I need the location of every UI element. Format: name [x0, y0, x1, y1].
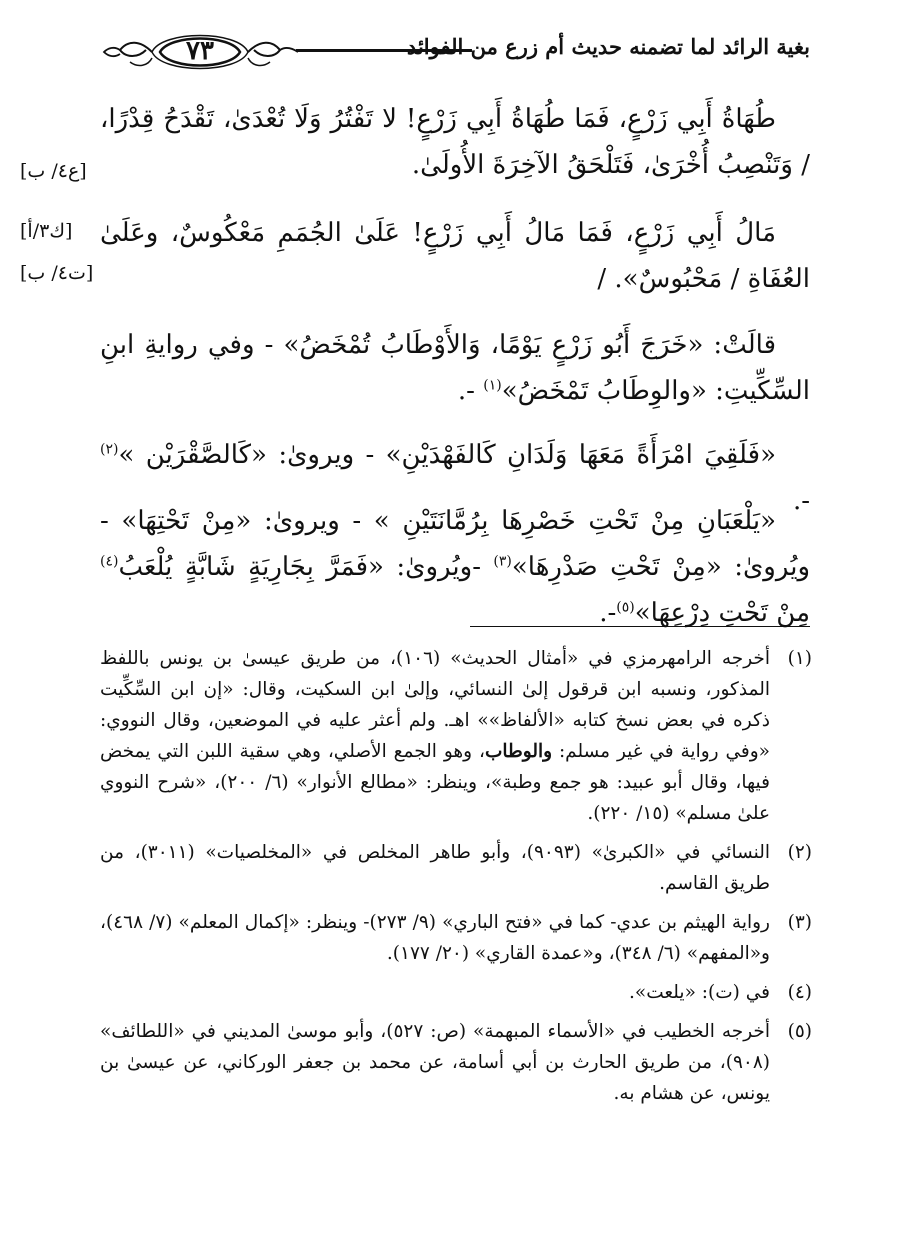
footnote-separator [470, 626, 810, 627]
p4-text: «فَلَقِيَ امْرَأَةً مَعَهَا وَلَدَانِ كَالفَهْدَيْنِ» - ويروىٰ: «كَالصَّقْرَيْن » [118, 440, 776, 470]
footnote-2-number: (٢) [787, 842, 813, 863]
margin-note-kaf: [ك٣/أ] [20, 220, 73, 242]
footnote-5 [100, 1016, 812, 1109]
p3-end: -. [457, 376, 484, 406]
margin-note-ain: [ع٤/ ب] [20, 160, 87, 182]
footnote-5-number: (٥) [787, 1021, 812, 1042]
p5-text-c: مِنْ تَحْتِ دِرْعِهَا» [634, 598, 810, 628]
page-number: ٧٣ [186, 36, 214, 66]
p4-end: -. [792, 486, 810, 516]
page-header [100, 28, 810, 76]
footnote-1-text-b: ، وهو الجمع الأصلي، وهي سقية اللبن التي يمخض فيها، وقال أبو عبيد: هو جمع وطبة»، وينظر: «مطالع الأنوار» (٦/ ٢٠٠)، «شرح النووي علىٰ مسلم» (١٥/ ٢٢٠). [100, 741, 770, 824]
footnote-ref-5: (٥) [616, 599, 635, 616]
footnote-1-bold: والوطاب [484, 741, 553, 762]
p5-text-a: «يَلْعَبَانِ مِنْ تَحْتِ خَصْرِهَا بِرُمَّانَتَيْنِ » - ويروىٰ: «مِنْ تَحْتِهَا» - ويُروىٰ: «مِنْ تَحْتِ صَدْرِهَا» [100, 506, 810, 582]
footnote-4-number: (٤) [787, 982, 812, 1003]
footnotes [100, 643, 812, 1117]
footnote-3-number: (٣) [787, 912, 812, 933]
paragraph-cooks: طُهَاةُ أَبِي زَرْعٍ، فَمَا طُهَاةُ أَبِي زَرْعٍ! لا تَفْتُرُ وَلَا تُعْدَىٰ، تَقْدَحُ قِدْرًا، / وَتَنْصِبُ أُخْرَىٰ، فَتَلْحَقُ الآخِرَةَ الأُولَىٰ. [100, 104, 810, 180]
footnote-1-text-a: أخرجه الرامهرمزي في «أمثال الحديث» (١٠٦)، من طريق عيسىٰ بن يونس باللفظ المذكور، ونسبه ابن قرقول إلىٰ النسائي، وإلىٰ ابن السكيت، وقال: «إن ابن السِّكِّيت ذكره في بعض نسخ كتابه «الألفاظ»» اهـ. ولم أعثر عليه في الموضعين، وقال النووي: «وفي رواية في غير مسلم: [100, 648, 771, 762]
paragraph-playing [100, 498, 810, 636]
footnote-2-text: النسائي في «الكبرىٰ» (٩٠٩٣)، وأبو طاهر المخلص في «المخلصيات» (٣٠١١)، من طريق القاسم. [100, 842, 771, 894]
running-title: بغية الرائد لما تضمنه حديث أم زرع من الفوائد [406, 34, 810, 59]
footnote-2 [100, 837, 812, 899]
footnote-3 [100, 907, 812, 969]
footnote-3-text: رواية الهيثم بن عدي- كما في «فتح الباري» (٩/ ٢٧٣)- وينظر: «إكمال المعلم» (٧/ ٤٦٨)، و«المفهم» (٦/ ٣٤٨)، و«عمدة القاري» (٢٠/ ١٧٧). [100, 912, 770, 964]
p5-text-d: -. [599, 598, 617, 628]
footnote-1 [100, 643, 812, 829]
footnote-ref-3: (٣) [493, 553, 512, 570]
footnote-1-number: (١) [787, 648, 813, 669]
paragraph-went-out [100, 322, 810, 414]
footnote-4 [100, 977, 812, 1008]
margin-note-ta: [ت٤/ ب] [20, 262, 94, 284]
main-paragraph-2 [100, 210, 810, 302]
p5-text-b: -ويُروىٰ: «فَمَرَّ بِجَارِيَةٍ شَابَّةٍ يُلْعَبُ [118, 552, 494, 582]
footnote-ref-4: (٤) [100, 553, 119, 570]
paragraph-wealth: مَالُ أَبِي زَرْعٍ، فَمَا مَالُ أَبِي زَرْعٍ! عَلَىٰ الجُمَمِ مَعْكُوسٌ، وعَلَىٰ العُفَاةِ / مَحْبُوسٌ». / [100, 218, 810, 294]
footnote-5-text: أخرجه الخطيب في «الأسماء المبهمة» (ص: ٥٢٧)، وأبو موسىٰ المديني في «اللطائف» (٩٠٨)، من طريق الحارث بن أبي أسامة، عن محمد بن جعفر الوركاني، عن عيسىٰ بن يونس، عن هشام به. [100, 1021, 770, 1104]
p3-text: قالَتْ: «خَرَجَ أَبُو زَرْعٍ يَوْمًا، وَالأَوْطَابُ تُمْخَضُ» - وفي روايةِ ابنِ السِّكِّيتِ: «والوِطَابُ تَمْخَضُ» [100, 330, 810, 406]
main-paragraph-5 [100, 498, 810, 636]
footnote-ref-1: (١) [483, 377, 502, 394]
footnote-ref-2: (٢) [100, 441, 119, 458]
footnote-4-text: في (ت): «يلعت». [629, 982, 770, 1003]
main-paragraph-1 [100, 96, 810, 188]
main-paragraph-3 [100, 322, 810, 414]
